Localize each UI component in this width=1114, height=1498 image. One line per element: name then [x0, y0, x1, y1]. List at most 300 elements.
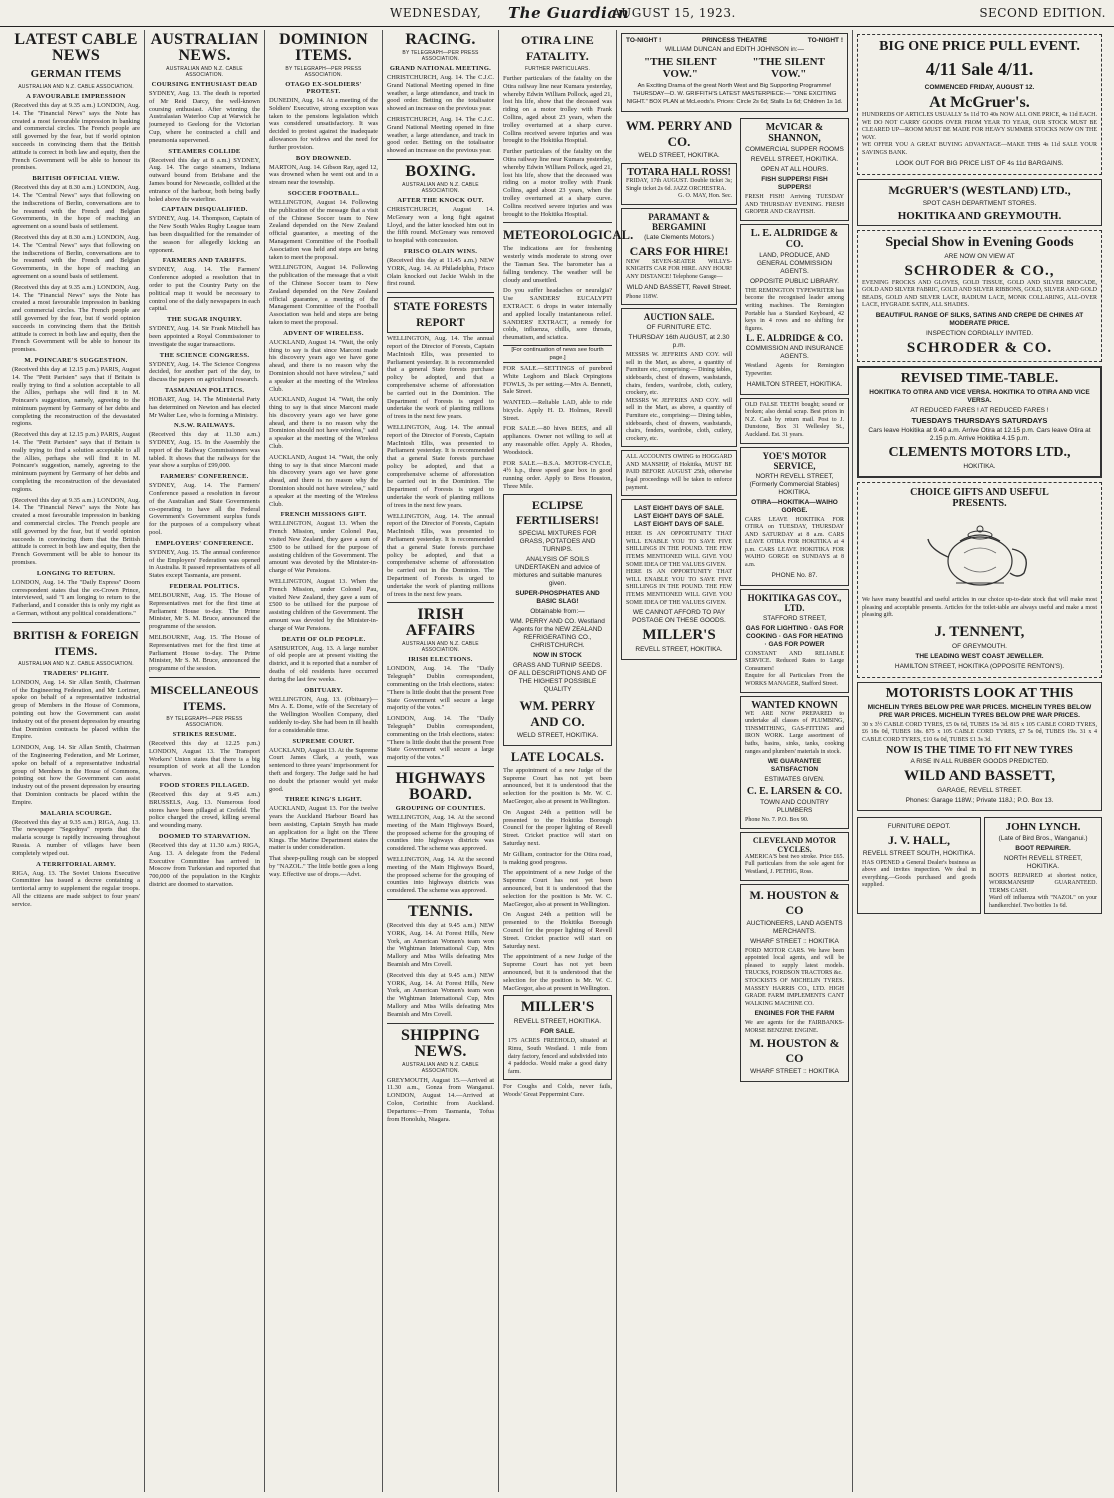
section-heading: BOXING.: [405, 162, 476, 180]
section-heading: IRISH AFFAIRS: [405, 606, 476, 640]
ad-sale-price: 4/11 Sale 4/11.: [925, 59, 1034, 79]
column-ads-middle: [617, 30, 853, 1492]
ad-text: Obtainable from:—: [530, 607, 585, 615]
ad-address: WELD STREET, HOKITIKA.: [638, 152, 720, 159]
ad-brand: CLEMENTS MOTORS LTD.,: [888, 444, 1071, 460]
ad-address: GARAGE, REVELL STREET.: [937, 786, 1022, 794]
ad-totara-hall: [621, 163, 737, 205]
column-racing: [383, 30, 499, 1492]
section-heading: AUSTRALIAN NEWS.: [150, 31, 259, 64]
ad-text: HOKITIKA TO OTIRA AND VICE VERSA. HOKITIKA TO OTIRA AND VICE VERSA.: [869, 388, 1090, 404]
ad-title: McGRUER'S (WESTLAND) LTD.,: [888, 182, 1071, 197]
divider: [387, 602, 494, 603]
story-text: SYDNEY, Aug. 14. The Farmers' Conference adopted a resolution that in order to put the Country Party on the political map it would be necessary to control one of the daily newspapers in each capital.: [149, 266, 260, 313]
ad-millers: [503, 995, 612, 1080]
ad-text: HERE IS AN OPPORTUNITY THAT WILL ENABLE YOU TO SAVE FIVE SHILLINGS IN THE POUND. THE FEW ITEMS MENTIONED WILL GIVE YOU SOME IDEA OF THE VALUES GIVEN.: [626, 569, 732, 606]
credit-line: BY TELEGRAPH—PER PRESS ASSOCIATION.: [285, 66, 362, 78]
ad-text: INSPECTION CORDIALLY INVITED.: [925, 329, 1034, 337]
ad-title: MOTORISTS LOOK AT THIS: [885, 685, 1074, 701]
ad-title: At McGruer's.: [929, 94, 1030, 111]
section-heading: BRITISH & FOREIGN ITEMS.: [13, 627, 139, 658]
ad-title: L. E. ALDRIDGE & CO.: [746, 333, 843, 344]
story-title: GROUPING OF COUNTIES.: [395, 805, 486, 812]
ad-text: Phone 118W.: [626, 293, 658, 300]
ad-text: ANALYSIS OF SOILS UNDERTAKEN and advice of mixtures and suitable manures given.: [513, 555, 602, 587]
theatre-name: PRINCESS THEATRE: [701, 37, 768, 44]
ad-text: SPECIAL MIXTURES FOR GRASS, POTATOES AND TURNIPS.: [518, 529, 597, 553]
story-title: TASMANIAN POLITICS.: [164, 386, 245, 394]
ad-text: SPOT CASH DEPARTMENT STORES.: [922, 199, 1037, 207]
theatre-film-left: "THE SILENT VOW.": [644, 56, 717, 80]
ad-text: GRASS AND TURNIP SEEDS. OF ALL DESCRIPTIONS AND OF THE HIGHEST POSSIBLE QUALITY: [508, 661, 607, 693]
story-text: The indications are for freshening westerly winds moderate to strong over the Tasman Sea. The barometer has a falling tendency. The weather will be cloudy and unsettled.: [503, 245, 612, 284]
story-text: RIGA, Aug. 13. The Soviet Unions Executive Committee has issued a decree containing a territorial army to supplement the regular troops. All the citizens are made subject to four years' service.: [12, 869, 140, 908]
ad-big-one-price: [857, 34, 1102, 175]
ad-text: TOWN AND COUNTRY PLUMBERS: [760, 799, 829, 815]
ad-title: PRESENTS.: [952, 497, 1007, 509]
divider: [503, 222, 612, 223]
section-subheading: FURTHER PARTICULARS.: [524, 66, 591, 72]
story-text: WELLINGTON, Aug. 14. At the second meeting of the Main Highways Board, the proposed scheme for the grouping of counties into highways districts was considered. The scheme was approved.: [387, 855, 494, 895]
story-title: DEATH OF OLD PEOPLE.: [281, 635, 366, 643]
story-text: The appointment of a new Judge of the Supreme Court has not yet been announced, but it is understood that the selection for the position is Mr. W. C. MacGregor, also at present in Wellington.: [503, 953, 612, 992]
story-title: LONGING TO RETURN.: [36, 569, 116, 577]
story-text: CHRISTCHURCH, Aug. 14. The C.J.C. Grand National Meeting opened in fine weather, a large attendance, and track in good order. Betting on the totalisator showed an increase on the previous year.: [387, 74, 494, 113]
ad-text: TUESDAYS THURSDAYS SATURDAYS: [911, 415, 1048, 425]
story-text: (Received this day at 8.30 a.m.) LONDON, Aug. 14. The "Central News" says that following on the indiscretions of Berlin, conversations are to be resumed with the French and Belgian Governments, in the hope of reaching an agreement on a sound basis of settlement.: [12, 184, 140, 231]
story-text: MELBOURNE, Aug. 15. The House of Representatives met for the first time at Parliament House to-day. The Prime Minister, Mr S. M. Bruce, announced the programme of the session.: [149, 634, 260, 673]
ad-text: LAND, PRODUCE, AND GENERAL COMMISSION AGENTS.: [756, 251, 833, 275]
ad-title: L. E. ALDRIDGE & CO.: [750, 227, 839, 250]
theatre-tonight-right: TO-NIGHT !: [807, 37, 843, 44]
ad-text: BOOTS REPAIRED at shortest notice, WORKMANSHIP GUARANTEED. TERMS CASH.: [989, 872, 1097, 894]
credit-line: AUSTRALIAN AND N.Z. CABLE ASSOCIATION.: [402, 1061, 479, 1074]
masthead-edition: SECOND EDITION.: [979, 6, 1106, 20]
divider: [387, 899, 494, 900]
story-text: (Received this day at 11.30 a.m.) RIGA, Aug. 13. A delegate from the Federal Executive Committee has arrived in Moscow from Turkestan and reported that 700,000 of the population in the Kirghiz district are doomed to starvation.: [149, 841, 260, 888]
ad-title: M. HOUSTON & CO: [749, 887, 840, 917]
story-text: WELLINGTON, Aug. 14. The annual report of the Director of Forests, Captain MacIntosh Ellis, was presented to Parliament yesterday. It is recommended that a general State forests purchase policy be adopted, and that a comprehensive scheme of afforestation be carried out in the Dominion. The Department of Forests is urged to undertake the work of planting millions of trees in the next few years.: [387, 335, 494, 421]
story-title: THE SCIENCE CONGRESS.: [159, 351, 250, 359]
story-text: WELLINGTON, August 13. When the French Mission, under Colonel Pau, visited New Zealand, they gave a sum of £500 to be utilised for the purpose of assisting children of the Government. The amount was devoted by the Minister-in-charge of War Pensions.: [269, 578, 378, 632]
ad-motorists: [857, 682, 1102, 811]
story-text: On August 24th a petition will be presented to the Hokitika Borough Council for the proper lighting of Revell Street. Cricket practice will start on Saturday next.: [503, 808, 612, 848]
ad-text: LOOK OUT FOR BIG PRICE LIST OF 4s 11d BARGAINS.: [895, 159, 1064, 167]
ad-title: REVISED TIME-TABLE.: [900, 370, 1059, 386]
ad-wanted-known: [740, 696, 849, 829]
classified-ad: For Coughs and Colds, never fails, Woods' Great Peppermint Cure.: [503, 1083, 612, 1099]
story-text: AUCKLAND, August 13. At the Supreme Court James Clark, a youth, was sentenced to three years' imprisonment for theft and forgery. The Judge said he had no doubt the prisoner would yet make good.: [269, 746, 378, 793]
story-text: WELLINGTON, Aug. 13. (Obituary)—Mrs A. E. Dome, wife of the Secretary of the Wellington Woollen Company, died suddenly to-day. She had been in ill health for a considerable time.: [269, 695, 378, 734]
story-text: ASHBURTON, Aug. 13. A large number of old people are at present visiting the district, and it is reported that a number of deaths of old residents have occurred during the last few weeks.: [269, 644, 378, 683]
ad-auction-sale: [621, 308, 737, 447]
masthead-paper-title: The Guardian: [508, 4, 629, 22]
story-text: SYDNEY, Aug. 14. Thompson, Captain of the New South Wales Rugby League team has been disqualified for the remainder of the season for allegedly kicking an opponent.: [149, 215, 260, 254]
ad-address: NORTH REVELL STREET, HOKITIKA.: [1003, 854, 1083, 870]
story-text: (Received this day at 9.45 a.m.) NEW YORK, Aug. 14. At Forest Hills, New York, an American Women's team won the Wightman International Cup, Mrs Mallory and Miss Wills defeating Mrs Beamish and Mrs Covell.: [387, 971, 494, 1018]
theatre-cast: WILLIAM DUNCAN and EDITH JOHNSON in:—: [664, 46, 805, 53]
ad-text: Phones: Garage 118W.; Private 118J.; P.O. Box 13.: [905, 796, 1054, 804]
ad-old-false-teeth: [740, 398, 849, 444]
section-heading: SHIPPING NEWS.: [401, 1026, 480, 1060]
story-title: OBITUARY.: [304, 686, 343, 694]
ad-text: HERE IS AN OPPORTUNITY THAT WILL ENABLE YOU TO SAVE FIVE SHILLINGS IN THE POUND. THE FEW ITEMS MENTIONED WILL GIVE YOU SOME IDEA OF THE VALUES GIVEN.: [626, 531, 732, 568]
ad-text: WM. PERRY AND CO. Westland Agents for the NEW ZEALAND REFRIGERATING CO., CHRISTCHURCH.: [510, 617, 605, 649]
ad-text: (Late of Bird Bros., Wanganui.): [998, 834, 1088, 842]
divider: [387, 766, 494, 767]
story-text: AUCKLAND, August 14. "Wait, the only thing to say is that since Marconi made his discovery years ago we have gone ahead, and there is no reason why the Dominion should not have wireless," said a speaker at the meeting of the Wireless Club.: [269, 338, 378, 393]
section-heading: STATE FORESTS REPORT: [387, 297, 494, 333]
story-text: The appointment of a new Judge of the Supreme Court has not yet been announced, but it is understood that the selection for the position is Mr. W. C. MacGregor, also at present in Wellington.: [503, 766, 612, 806]
story-text: HOBART, Aug. 14. The Ministerial Party has determined on Newton and has elected Mr Walter Lee, who is forming a Ministry.: [149, 395, 260, 419]
classified-ad: FOR SALE.—B.S.A. MOTOR-CYCLE, 4½ h.p., three speed gear box in good running order. Apply to Bros Houston, Three Mile.: [503, 459, 612, 491]
ad-text: MICHELIN TYRES BELOW PRE WAR PRICES. MICHELIN TYRES BELOW PRE WAR PRICES. MICHELIN TYRES BELOW PRE WAR PRICES.: [867, 703, 1092, 719]
story-text: Further particulars of the fatality on the Otira railway line near Kumara yesterday, whereby Edwin William Pollock, aged 21, lost his life, show that the deceased was riding on a motor trolley with Frank Collins, aged about 23 years, when the trolley overturned at a sharp curve. Collins received severe injuries and was brought to the Hokitika Hospital.: [503, 75, 612, 145]
story-text: SYDNEY, Aug. 14. The Farmers' Conference passed a resolution in favour of the Australian and State Governments co-operating to have all the Federal Government's Government surplus funds for the purposes of a compulsory wheat pool.: [149, 482, 260, 537]
ad-brand: J. TENNENT,: [934, 623, 1025, 640]
story-text: That sheep-pulling rough can be stopped by "NAZOL." The little bottle goes a long way. Effective use of drops.—Advt.: [269, 855, 378, 878]
story-text: LONDON, Aug. 14. Sir Allan Smith, Chairman of the Engineering Federation, and Mr Lorimer, spoke on behalf of a representative industrial group of Members in the House of Commons, pointing out how the Government can assist industry out of the present depression by ensuring that Dominion contracts be placed within the Empire.: [12, 744, 140, 806]
ad-text: PHONE No. 87.: [771, 571, 818, 579]
ad-title: CLEVELAND MOTOR CYCLES.: [752, 835, 837, 854]
ad-brand: WM. PERRY AND CO.: [519, 697, 596, 729]
ad-revised-timetable: [857, 366, 1102, 478]
story-title: ADVENT OF WIRELESS.: [283, 329, 364, 337]
ad-text: ENGINES FOR THE FARM: [754, 1010, 835, 1018]
story-text: The appointment of a new Judge of the Supreme Court has not yet been announced, but it is understood that the selection for the position is Mr. W. C. MacGregor, also at present in Wellington.: [503, 869, 612, 908]
ad-text: We have many beautiful and useful articles in our choice up-to-date stock that will make most pleasing and acceptable presents. Articles for the toilet-table are always useful and make a most pleasing gift.: [862, 596, 1097, 619]
ad-address: WELD STREET, HOKITIKA.: [516, 731, 599, 739]
ad-text: AT REDUCED FARES ! AT REDUCED FARES !: [910, 406, 1049, 414]
ad-brand: MILLER'S: [642, 627, 716, 644]
story-title: SUPREME COURT.: [292, 737, 355, 745]
story-title: BOY DROWNED.: [295, 154, 352, 162]
story-title: GRAND NATIONAL MEETING.: [389, 65, 492, 72]
story-text: (Received this day at 11.30 a.m.) SYDNEY, Aug. 15. In the Assembly the report of the Railway Commissioners was tabled. It shows that the railways for the year show a surplus of £99,000.: [149, 431, 260, 470]
ad-text: WE OFFER YOU A GREAT BUYING ADVANTAGE—MAKE THIS 4s 11d SALE YOUR SAVINGS BANK.: [862, 142, 1097, 156]
story-text: SYDNEY, Aug. 14. Sir Frank Mitchell has been appointed a Royal Commissioner to investigate the sugar transactions.: [149, 325, 260, 348]
classified-ad: WANTED.—Reliable LAD, able to ride bicycle. Apply H. D. Holmes, Revell Street.: [503, 399, 612, 422]
ad-text: A RISE IN ALL RUBBER GOODS PREDICTED.: [910, 757, 1049, 765]
ad-text: THURSDAY 16th AUGUST, at 2.30 p.m.: [628, 334, 730, 350]
ad-text: OPEN AT ALL HOURS.: [760, 166, 829, 173]
ad-address: NORTH REVELL STREET, (Formerly Commercial Stables) HOKITIKA.: [749, 472, 840, 496]
story-title: FRENCH MISSIONS GIFT.: [280, 511, 367, 519]
credit-line: AUSTRALIAN AND N.Z. CABLE ASSOCIATION.: [402, 181, 479, 194]
ad-yoes-motor-service: [740, 447, 849, 586]
ad-brand: WILD AND BASSETT,: [903, 767, 1056, 784]
classified-ad: FOR SALE.—80 hives BEES, and all appliances. Owner not willing to sell at any reasonable offer. Apply A. Rhodes, Woodstock.: [503, 425, 612, 456]
story-text: LONDON, Aug. 14. The "Daily Express" Doorn correspondent states that the ex-Crown Prince, interviewed, said "I am longing to return to the Fatherland, and I consider this is only my right as a German, without any political considerations.": [12, 578, 140, 618]
ad-text: OF GREYMOUTH.: [952, 642, 1007, 650]
story-title: FARMERS AND TARIFFS.: [162, 257, 247, 265]
ad-text: MESSRS W. JEFFRIES AND COY. will sell in the Mart, as above, a quantity of Furniture etc., comprising:— Dining tables, sideboards, chest of drawers, washstands, chairs, fenders, wardrobe, cloth, cutlery, crockery, etc.: [626, 397, 732, 442]
ad-text: ESTIMATES GIVEN.: [764, 776, 825, 784]
ad-text: Phone No. 7. P.O. Box 90.: [745, 817, 809, 824]
ad-john-lynch: [984, 817, 1102, 915]
ad-address: OPPOSITE PUBLIC LIBRARY.: [750, 277, 839, 285]
ad-address: REVELL STREET, HOKITIKA.: [750, 156, 839, 163]
credit-line: BY TELEGRAPH—PER PRESS ASSOCIATION.: [402, 50, 479, 62]
classified-ad: FOR SALE.—SETTINGS of purebred White Leghorn and Black Orpingtons FOWLS, 3s per setting.—Mrs A. Bennett, Sale Street.: [503, 364, 612, 396]
ad-text: G. O. MAY, Hon. Sec.: [678, 193, 732, 200]
ad-address: REVELL STREET, HOKITIKA.: [635, 646, 723, 654]
ad-text: THE REMINGTON TYPEWRITER has become the recognised leader among writing machines. The Remington Portable has a Standard Keyboard, 42 keys in 4 rows and no shifting for figures.: [745, 287, 844, 332]
ad-text: FOR SALE.: [540, 1028, 575, 1036]
column-australian-news: [145, 30, 265, 1492]
ad-text: BOOT REPAIRER.: [1015, 844, 1071, 852]
story-title: THREE KING'S LIGHT.: [285, 796, 362, 804]
ad-text: HAS OPENED a General Dealer's business as above and invites inspection. We deal in everything.—Goods purchased and goods supplied.: [862, 859, 976, 889]
ad-title: WANTED KNOWN: [751, 699, 838, 711]
story-text: MELBOURNE, Aug. 15. The House of Representatives met for the first time at Parliament House to-day. The Prime Minister, Mr S. M. Bruce, announced the programme of the session.: [149, 592, 260, 631]
divider: [387, 159, 494, 160]
ad-text: STOCKISTS OF MICHELIN TYRES. MASSEY HARRIS CO., LTD. HIGH GRADE FARM IMPLEMENTS CANT WALKING MACHINE CO.: [745, 977, 844, 1007]
ad-text: COMMENCED FRIDAY, AUGUST 12.: [924, 84, 1035, 91]
ad-eclipse-fertilisers: [503, 494, 612, 746]
story-text: Further particulars of the fatality on the Otira railway line near Kumara yesterday, whereby Edwin William Pollock, aged 21, lost his life, show that the deceased was riding on a motor trolley with Frank Collins, aged about 23 years, when the trolley overturned at a sharp curve. Collins received severe injuries and was brought to the Hokitika Hospital.: [503, 148, 612, 218]
story-title: SOCCER FOOTBALL.: [287, 189, 360, 197]
ad-title: Special Show in Evening Goods: [885, 234, 1074, 250]
theatre-tonight-left: TO-NIGHT !: [626, 37, 662, 44]
story-title: FRISCO OLAIN WINS.: [403, 247, 478, 255]
ad-text: AMERICA'S best two stroke. Price £65. Full particulars from the sole agent for Westland, J. PETHIG, Ross.: [745, 853, 844, 875]
masthead-day: WEDNESDAY,: [390, 6, 482, 20]
story-text: CHRISTCHURCH, Aug. 14. The C.J.C. Grand National Meeting opened in fine weather, a large attendance, and track in good order. Betting on the totalisator showed an increase on the previous year.: [387, 115, 494, 155]
ad-last-eight-days: [621, 499, 737, 660]
ad-title: McVICAR & SHANNON,: [765, 122, 824, 144]
ad-text: CARS LEAVE HOKITIKA FOR OTIRA on TUESDAY, THURSDAY AND SATURDAY at 8 a.m. CARS LEAVE OTIRA FOR HOKITIKA at 4 p.m. CARS LEAVE HOKITIKA FOR WAIHO GORGE on SUNDAYS at 8 a.m.: [745, 516, 844, 569]
ad-text: NEW SEVEN-SEATER WILLYS-KNIGHTS CAR FOR HIRE. ANY HOUR! ANY DISTANCE! Telephone Garage—: [626, 258, 732, 280]
ad-text: HOKITIKA AND GREYMOUTH.: [897, 209, 1062, 222]
story-title: FOOD STORES PILLAGED.: [159, 782, 250, 789]
story-title: M. POINCARE'S SUGGESTION.: [24, 356, 128, 364]
ad-title: YOE'S MOTOR SERVICE,: [762, 450, 827, 471]
story-title: AFTER THE KNOCK OUT.: [397, 196, 484, 204]
story-title: DOOMED TO STARVATION.: [158, 832, 251, 840]
story-text: AUCKLAND, August 13. For the twelve years the Auckland Harbour Board has been assisting, Captain Smyth has made an application for a light on the Three Kings. The Marine Department states the matter is under consideration.: [269, 805, 378, 852]
teapot-illustration: [920, 513, 1040, 593]
story-text: AUCKLAND, August 14. "Wait, the only thing to say is that since Marconi made his discovery years ago we have gone ahead, and there is no reason why the Dominion should not have wireless," said a speaker at the meeting of the Wireless Club.: [269, 453, 378, 508]
credit-line: AUSTRALIAN AND N.Z. CABLE ASSOCIATION.: [18, 660, 134, 667]
ad-text: FORD MOTOR CARS. We have been appointed local agents, and will be pleased to supply latest models. TRUCKS, FORDSON TRACTORS &c.: [745, 947, 844, 977]
ad-title: M. HOUSTON & CO: [749, 1035, 840, 1065]
section-heading: METEOROLOGICAL.: [503, 228, 634, 243]
story-text: WELLINGTON, Aug. 14. At the second meeting of the Main Highways Board, the proposed scheme for the grouping of counties into highways districts was considered. The scheme was approved.: [387, 814, 494, 853]
ad-text: ARE NOW ON VIEW AT: [944, 252, 1015, 260]
column-latest-cable-news: [8, 30, 145, 1492]
masthead: [0, 0, 1114, 27]
story-text: (Received this day at 12.25 p.m.) LONDON, August 13. The Transport Workers' Union states that there is a big resumption of work at all the London wharves.: [149, 740, 260, 779]
story-title: FEDERAL POLITICS.: [169, 583, 240, 591]
story-text: LONDON, Aug. 14. The "Daily Telegraph" Dublin correspondent, commenting on the Irish elections, states: "There is little doubt that the present Free State Government will secure a large majority of the votes.": [387, 715, 494, 762]
section-heading: MISCELLANEOUS ITEMS.: [150, 683, 259, 714]
ad-text: 30 x 3½ CABLE CORD TYRES, £5 0s 6d, TUBES 15s 3d. 815 x 105 CABLE CORD TYRES, £6 18s 0d, TUBES 18s. 875 x 105 CABLE CORD TYRES, £7 5s 0d, TUBES 19s. 31 x 4 CABLE CORD TYRES, £10 6s 0d, TUBES £1 3s 3d.: [862, 721, 1097, 743]
ad-text: EVENING FROCKS AND GLOVES, GOLD TISSUE, GOLD AND SILVER BROCADE, GOLD AND SILVER FABRIC, GOLD AND SILVER RIBBONS, GOLD, SILVER AND GOLD BEADS, GOLD AND SILVER LACE, RADIUM LACE, MONK COLLARING, ALL-OVER LACE, HYGRADE SATIN, ALL SHADES.: [862, 279, 1097, 309]
ad-text: (Late Clements Motors.): [644, 233, 714, 241]
story-text: CHRISTCHURCH, August 14. McGreary won a long fight against Lloyd, and the latter knocked him out in the fifth round. McGreary was removed to hospital with concussion.: [387, 205, 494, 245]
story-text: (Received this day at 12.15 p.m.) PARIS, August 14. The "Petit Parisien" says that if Britain is really trying to find a solution acceptable to all the Allies, perhaps she will find it in M. Poincare's suggestion, namely, agreeing to the minimum payment by Germany of her debts and completing the reconstruction of the devastated regions.: [12, 365, 140, 428]
story-title: OTAGO EX-SOLDIERS' PROTEST.: [285, 81, 362, 95]
ad-title: BIG ONE PRICE PULL EVENT.: [879, 39, 1080, 54]
ad-text: Westland Agents for Remington Typewriter.: [745, 363, 844, 377]
ad-paramant-bergamini: [621, 208, 737, 305]
ad-title: ECLIPSE FERTILISERS!: [516, 497, 599, 527]
ad-brand: WM. PERRY AND CO.: [625, 118, 733, 149]
story-text: MARTON, Aug. 14. Gibson Ray, aged 12, was drowned when he went out and in a stream near the township.: [269, 163, 378, 187]
ad-text: COMMERCIAL SUPPER ROOMS: [745, 146, 844, 153]
ad-text: BEAUTIFUL RANGE OF SILKS, SATINS AND CREPE DE CHINES AT MODERATE PRICE.: [875, 311, 1084, 327]
ad-wm-perry-combined: [621, 118, 737, 160]
story-title: BRITISH OFFICIAL VIEW.: [32, 175, 120, 183]
ad-accounts-owing: [621, 450, 737, 496]
ad-text: NOW IN STOCK: [533, 651, 582, 659]
story-text: WELLINGTON, August 14. Following the publication of the message that a visit of the Chinese Soccer team to New Zealand depended on the New Zealand official guarantee, a meeting of the Management Committee of the Football Association was held and steps are being taken to meet the proposal.: [269, 198, 378, 261]
ad-text: ALL ACCOUNTS OWING to HOGGARD AND MANSHIP, of Hokitika, MUST BE PAID BEFORE AUGUST 25th, otherwise legal proceedings will be taken to enforce payment.: [626, 454, 732, 491]
ad-address: REVELL STREET SOUTH, HOKITIKA.: [862, 849, 976, 857]
ad-text: HUNDREDS OF ARTICLES USUALLY 5s 11d TO 40s NOW ALL ONE PRICE, 4s 11d EACH. WE DO NOT CARRY GOODS OVER FROM YEAR TO YEAR, OUR STOCK MUST BE CLEARED UP—ROOM MUST BE MADE FOR HEAVY SUMMER STOCKS NOW ON THE WAY.: [862, 112, 1097, 141]
ad-address: REVELL STREET, HOKITIKA.: [513, 1018, 602, 1026]
ad-title: JOHN LYNCH.: [1005, 820, 1081, 833]
ad-text: FRESH FISH! Arriving TUESDAY AND THURSDAY EVENING. FRESH GROPER AND CRAYFISH.: [745, 194, 844, 216]
ad-hokitika-gas: [740, 589, 849, 693]
story-text: Mr Gilliam, contractor for the Otira road, is making good progress.: [503, 850, 612, 866]
ad-title: J. V. HALL,: [888, 832, 950, 847]
story-title: MALARIA SCOURGE.: [40, 809, 112, 817]
ad-text: THE LEADING WEST COAST JEWELLER.: [915, 652, 1044, 660]
story-text: (Received this day at 9.35 a.m.) LONDON, Aug. 14. The "Financial News" says the Note has created a most favourable impression in banking and commercial circles. The French people are still governed by the fear, but if world opinion succeeds in convincing them that the British attitude is correct in both law and equity, then the French Government will be able to honour its promises.: [12, 496, 140, 567]
ad-address: WHARF STREET :: HOKITIKA: [750, 1067, 839, 1075]
ad-text: We are agents for the FAIRBANKS-MORSE BENZINE ENGINE.: [745, 1020, 844, 1034]
ad-text: WE ARE NOW PREPARED to undertake all classes of PLUMBING, TINSMITHING, GAS-FITTING and IRON WORK. Large assortment of baths, basins, sinks, tanks, cooking ranges and plumbers' materials in stock.: [745, 710, 844, 755]
ad-text: SUPER-PHOSPHATES AND BASIC SLAG!: [515, 589, 600, 605]
ad-heading: CARS FOR HIRE!: [629, 243, 729, 258]
ad-schroder: [857, 230, 1102, 362]
story-text: LONDON, Aug. 14. The "Daily Telegraph" Dublin correspondent, commenting on the Irish elections, states: "There is little doubt that the present Free State Government will secure a large majority of the votes.": [387, 665, 494, 712]
ad-princess-theatre: [621, 33, 848, 112]
ad-address: HAMILTON STREET, HOKITIKA.: [746, 380, 843, 388]
divider: [149, 677, 260, 678]
ad-m-houston: [740, 884, 849, 1082]
ad-address: WHARF STREET :: HOKITIKA: [750, 937, 839, 945]
story-text: WELLINGTON, Aug. 14. The annual report of the Director of Forests, Captain MacIntosh Ellis, was presented to Parliament yesterday. It is recommended that a general State forests purchase policy be adopted, and that a comprehensive scheme of afforestation be carried out in the Dominion. The Department of Forests is urged to undertake the work of planting millions of trees in the next few years.: [387, 512, 494, 598]
section-subheading: GERMAN ITEMS: [30, 68, 122, 80]
column-dominion-items: [265, 30, 383, 1492]
ad-title: AUCTION SALE.: [643, 312, 715, 323]
continuation-note: [For continuation of news see fourth page.]: [503, 345, 612, 363]
ad-title: PARAMANT & BERGAMINI: [648, 211, 710, 232]
section-heading: TENNIS.: [408, 902, 473, 920]
story-text: DUNEDIN, Aug. 14. At a meeting of the Soldiers' Executive, strong exception was taken to the pensions legislation which was considered unsatisfactory. It was decided to protest against the inadequate allowances for widows and the need for further provision.: [269, 97, 378, 151]
column-ads-right: [853, 30, 1106, 1492]
ad-title: TOTARA HALL ROSS!: [627, 167, 731, 178]
story-title: EMPLOYERS' CONFERENCE.: [155, 539, 254, 547]
story-text: On August 24th a petition will be presented to the Hokitika Borough Council for the proper lighting of Revell Street. Cricket practice will start on Saturday next.: [503, 911, 612, 950]
story-text: AUCKLAND, August 14. "Wait, the only thing to say is that since Marconi made his discovery years ago we have gone ahead, and there is no reason why the Dominion should not have wireless," said a speaker at the meeting of the Wireless Club.: [269, 396, 378, 451]
story-text: SYDNEY, Aug. 15. The annual conference of the Employers' Federation was opened in Australia. It passed representatives of all States except Tasmania, are present.: [149, 548, 260, 580]
story-text: SYDNEY, Aug. 13. The death is reported of Mr Reid Darcy, the well-known coursing enthusiast. After winning the Australasian Waterloo Cup at Warwick he journeyed to Geelong for the Victorian Cup, where he contracted a chill and pneumonia supervened.: [149, 90, 260, 144]
section-heading: HIGHWAYS BOARD.: [395, 770, 486, 803]
story-text: (Received this day at 9.45 a.m.) NEW YORK, Aug. 14. At Forest Hills, New York, an American Women's team won the Wightman International Cup, Mrs Mallory and Miss Wills defeating Mrs Beamish and Mrs Covell.: [387, 921, 494, 968]
ad-text: Cars leave Hokitika at 9.40 a.m. Arrive Otira at 12.15 p.m. Cars leave Otira at 2.15 p.m. Arrive Hokitika 4.15 p.m.: [868, 426, 1091, 442]
column-otira-line: [499, 30, 634, 1492]
story-text: WELLINGTON, August 14. Following the publication of the message that a visit of the Chinese Soccer team to New Zealand depended on the New Zealand official guarantee, a meeting of the Management Committee of the Football Association was held and steps are being taken to meet the proposal.: [269, 264, 378, 326]
story-title: A TERRITORIAL ARMY.: [36, 860, 116, 868]
story-text: (Received this day at 9.35 a.m.) LONDON, Aug. 14. The "Financial News" says the Note has created a most favourable impression in banking and commercial circles. The French people are still governed by the fear, but if world opinion succeeds in convincing them that the British attitude is correct in both law and equity, then the French Government will be able to honour its promises.: [12, 283, 140, 354]
section-heading: OTIRA LINE FATALITY.: [520, 33, 595, 63]
story-text: (Received this day at 11.45 a.m.) NEW YORK, Aug. 14. At Philadelphia, Frisco Olain knocked out Jackie Walsh in the first round.: [387, 256, 494, 288]
ad-address: HAMILTON STREET, HOKITIKA (OPPOSITE RENTON'S).: [894, 662, 1065, 670]
ad-mcvicar-shannon: [740, 118, 849, 221]
story-text: WELLINGTON, Aug. 14. The annual report of the Director of Forests, Captain MacIntosh Ellis, was presented to Parliament yesterday. It is recommended that a general State forests purchase policy be adopted, and that a comprehensive scheme of afforestation be carried out in the Dominion. The Department of Forests is urged to undertake the work of planting millions of trees in the next few years.: [387, 423, 494, 509]
ad-address: STAFFORD STREET,: [762, 614, 827, 622]
story-text: LONDON, Aug. 14. Sir Allan Smith, Chairman of the Engineering Federation, and Mr Lorimer, spoke on behalf of a representative industrial group of Members in the House of Commons, pointing out how the Government can assist industry out of the present depression by ensuring that Dominion contracts be placed within the Empire.: [12, 678, 140, 741]
credit-line: AUSTRALIAN AND N.Z. CABLE ASSOCIATION.: [18, 84, 134, 90]
ad-text: OF FURNITURE ETC.: [646, 324, 712, 332]
story-text: (Received this day at 8.30 a.m.) LONDON, Aug. 14. The "Central News" says that following on the indiscretions of Berlin, conversations are to be resumed with the French and Belgian Governments, in the hope of reaching an agreement on a sound basis of settlement.: [12, 233, 140, 280]
ad-mcgruers: [857, 179, 1102, 226]
story-text: (Received this day at 9.35 a.m.) LONDON, Aug. 14. The "Financial News" says the Note has created a most favourable impression in banking and commercial circles. The French people are still governed by the fear, but if world opinion succeeds in convincing them that the British attitude is correct in both law and equity, then the French Government will be able to honour its promises.: [12, 102, 140, 172]
ad-text: HOKITIKA.: [963, 462, 996, 470]
story-title: TRADERS' PLIGHT.: [43, 669, 109, 677]
section-heading: DOMINION ITEMS.: [279, 31, 368, 64]
ad-choice-gifts: [857, 482, 1102, 678]
divider: [12, 622, 140, 623]
story-text: (Received this day at 9.35 a.m.) RIGA, Aug. 13. The newspaper "Segodnya" reports that the malaria scourge is rapidly increasing throughout Russia. A number of villages have been completely wiped out.: [12, 818, 140, 857]
ad-text: FISH SUPPERS! FISH SUPPERS!: [761, 176, 828, 191]
ad-brand: SCHRODER & CO.: [906, 339, 1053, 356]
ad-text: OTIRA—HOKITIKA—WAIHO GORGE.: [751, 498, 838, 514]
theatre-text: An Exciting Drama of the great North West and Big Supporting Programme! THURSDAY—D. W. GRIFFITH'S LATEST MASTERPIECE:— "ONE EXCITING NIGHT." BOX PLAN at McLeods's. Prices: Circle 2s 6d; Stalls 1s 6d; Children 1s 1d.: [626, 83, 843, 105]
divider: [387, 1023, 494, 1024]
ad-heading: LAST EIGHT DAYS OF SALE. LAST EIGHT DAYS OF SALE. LAST EIGHT DAYS OF SALE.: [634, 505, 724, 529]
section-heading: LATEST CABLE NEWS: [14, 31, 138, 64]
story-title: IRISH ELECTIONS.: [408, 656, 473, 664]
ad-text: MESSRS W. JEFFRIES AND COY. will sell in the Mart, as above, a quantity of Furniture etc., comprising:— Dining tables, sideboards, chest of drawers, washstands, chairs, fenders, wardrobe, cloth, cutlery, crockery, etc.: [626, 352, 732, 397]
ad-text: AUCTIONEERS, LAND AGENTS MERCHANTS.: [746, 919, 843, 935]
ad-jv-hall: [857, 817, 981, 915]
ad-aldridge: [740, 224, 849, 395]
credit-line: AUSTRALIAN AND N.Z. CABLE ASSOCIATION.: [166, 66, 243, 78]
credit-line: BY TELEGRAPH—PER PRESS ASSOCIATION.: [166, 716, 243, 729]
story-text: (Received this day at 8 a.m.) SYDNEY, Aug. 14. The cargo steamers, Indiana outward bound from Brisbane and the James bound for Newcastle, collided at the entrance of the harbour, both being badly holed above the waterline.: [149, 156, 260, 203]
story-title: STEAMERS COLLIDE: [168, 147, 241, 155]
ad-brand: SCHRODER & CO.,: [904, 262, 1055, 279]
story-text: SYDNEY, Aug. 14. The Science Congress decided, for another part of the day, to discuss the papers on agricultural research.: [149, 360, 260, 384]
ad-text: WILD AND BASSETT, Revell Street.: [626, 283, 732, 291]
story-text: (Received this day at 12.15 p.m.) PARIS, August 14. The "Petit Parisien" says that if Britain is really trying to find a solution acceptable to all the Allies, perhaps she will find it in M. Poincare's suggestion, namely, agreeing to the minimum payment by Germany of her debts and completing the reconstruction of the devastated regions.: [12, 431, 140, 493]
ad-title: HOKITIKA GAS COY., LTD.: [747, 592, 842, 613]
ad-text: 175 ACRES FREEHOLD, situated at Rimu, South Westland. 1 mile from dairy factory, fenced and subdivided into 4 paddocks. Would make a good dairy farm.: [508, 1038, 607, 1075]
ad-text: Ward off influenza with "NAZOL" on your handkerchief. Two bottles 1s 6d.: [989, 895, 1097, 909]
story-title: COURSING ENTHUSIAST DEAD: [151, 81, 258, 88]
ad-text: FURNITURE DEPOT.: [887, 822, 951, 830]
ad-text: CONSTANT AND RELIABLE SERVICE. Reduced Rates to Large Consumers!: [745, 650, 844, 672]
story-title: N.S.W. RAILWAYS.: [174, 422, 235, 430]
section-heading: RACING.: [405, 31, 476, 48]
ad-cleveland: [740, 832, 849, 881]
story-text: GREYMOUTH, August 15.—Arrived at 11.30 a.m., Gonza from Wanganui. LONDON, August 14.—Arrived at Colon, Corinthic from Auckland. Departures:—From Tasmania, Tofua from Honolulu, Niagara.: [387, 1076, 494, 1123]
ad-text: WE CANNOT AFFORD TO PAY POSTAGE ON THESE GOODS.: [632, 609, 726, 625]
masthead-date: AUGUST 15, 1923.: [612, 6, 736, 20]
divider: [387, 292, 494, 293]
section-heading: LATE LOCALS.: [510, 749, 605, 764]
ad-text: GAS FOR LIGHTING · GAS FOR COOKING · GAS FOR HEATING · GAS FOR POWER: [745, 624, 844, 648]
theatre-film-right: "THE SILENT VOW.": [752, 56, 825, 80]
ad-text: Enquire for all Particulars From the WORKS MANAGER, Stafford Street.: [745, 673, 844, 688]
ad-text: FRIDAY, 17th AUGUST. Double ticket 3s; Single ticket 2s 6d. JAZZ ORCHESTRA.: [626, 178, 732, 192]
ad-text: OLD FALSE TEETH bought; sound or broken; also dental scrap. Best prices in N.Z. Cash by return mail. Post to J. Dunstone, Box 31 Wellesley St., Auckland. Est. 31 years.: [745, 401, 844, 438]
